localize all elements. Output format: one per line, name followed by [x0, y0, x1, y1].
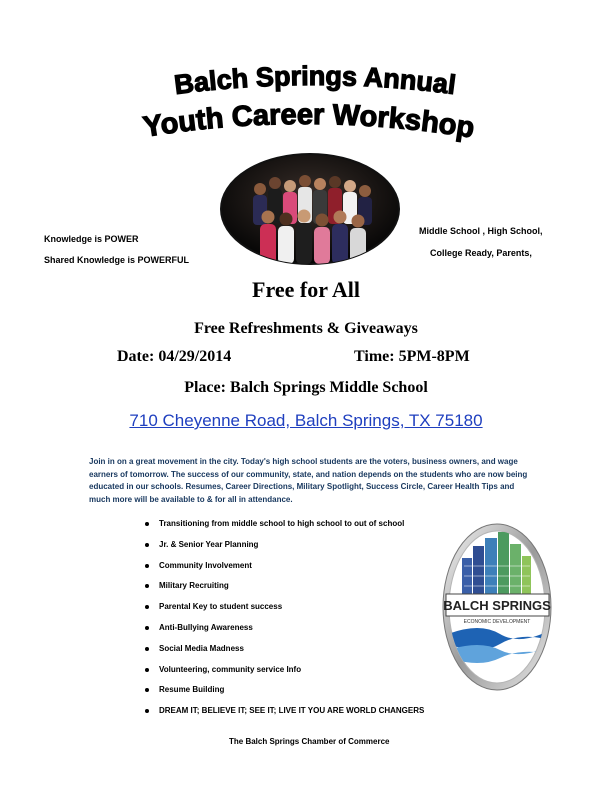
- topic-list-item: [132, 643, 432, 664]
- bullet-icon: [145, 626, 149, 630]
- tagline-shared-knowledge: Shared Knowledge is POWERFUL: [44, 255, 190, 265]
- topic-list-item: [132, 684, 432, 705]
- topic-list-item: [132, 518, 432, 539]
- bullet-icon: [145, 688, 149, 692]
- logo-name: BALCH SPRINGS: [443, 598, 551, 613]
- topic-label: Anti-Bullying Awareness: [159, 622, 253, 632]
- topic-label: Jr. & Senior Year Planning: [159, 539, 259, 549]
- bullet-icon: [145, 668, 149, 672]
- event-date: Date: 04/29/2014: [117, 348, 232, 365]
- bullet-icon: [145, 564, 149, 568]
- bullet-icon: [145, 584, 149, 588]
- tagline-knowledge-power: Knowledge is POWER: [44, 234, 139, 244]
- topic-list-item: [132, 580, 432, 601]
- topic-list-item: [132, 664, 432, 685]
- topic-list-item: [132, 539, 432, 560]
- event-place: Place: Balch Springs Middle School: [184, 379, 428, 396]
- topic-label: Transitioning from middle school to high school to out of school: [159, 519, 405, 528]
- topic-list-item: [132, 705, 432, 726]
- topic-label: Parental Key to student success: [159, 602, 283, 612]
- title-line-2: Youth Career Workshop: [141, 98, 477, 145]
- bullet-icon: [145, 543, 149, 547]
- bullet-icon: [145, 522, 149, 526]
- event-title: [55, 62, 565, 162]
- topic-label: Social Media Madness: [159, 643, 244, 653]
- topic-list-item: [132, 601, 432, 622]
- bullet-icon: [145, 647, 149, 651]
- bullet-icon: [145, 605, 149, 609]
- subheadline-refreshments: Free Refreshments & Giveaways: [194, 320, 418, 337]
- topic-label: Volunteering, community service Info: [159, 664, 302, 674]
- headline-free-for-all: Free for All: [252, 277, 360, 302]
- audience-line-2: College Ready, Parents,: [430, 248, 532, 258]
- topic-label: Community Involvement: [159, 560, 252, 570]
- topic-label: DREAM IT; BELIEVE IT; SEE IT; LIVE IT YOU ARE WORLD CHANGERS: [159, 706, 425, 716]
- topic-list-item: [132, 622, 432, 643]
- event-time: Time: 5PM-8PM: [354, 348, 470, 365]
- balch-springs-logo: [440, 522, 555, 692]
- audience-line-1: Middle School , High School,: [419, 226, 543, 236]
- logo-subtitle: ECONOMIC DEVELOPMENT: [463, 619, 531, 625]
- footer-chamber: The Balch Springs Chamber of Commerce: [229, 737, 390, 746]
- description-paragraph: Join in on a great movement in the city. Today's high school students are the voters, business owners, and wage earners of tomorrow. The success of our community, state, and nation depends on the students who are now being educated in our schools. Resumes, Career Directions, Military Spotlight, Success Circle, Career Health Tips and much more will be available to & for all in attendance.: [89, 457, 528, 504]
- address-link[interactable]: 710 Cheyenne Road, Balch Springs, TX 75180: [129, 411, 483, 430]
- bullet-icon: [145, 709, 149, 713]
- topic-label: Military Recruiting: [159, 581, 229, 591]
- topics-list: [132, 518, 432, 726]
- topic-list-item: [132, 560, 432, 581]
- group-photo: [220, 153, 400, 265]
- title-line-1: Balch Springs Annual: [172, 62, 458, 101]
- topic-label: Resume Building: [159, 685, 225, 695]
